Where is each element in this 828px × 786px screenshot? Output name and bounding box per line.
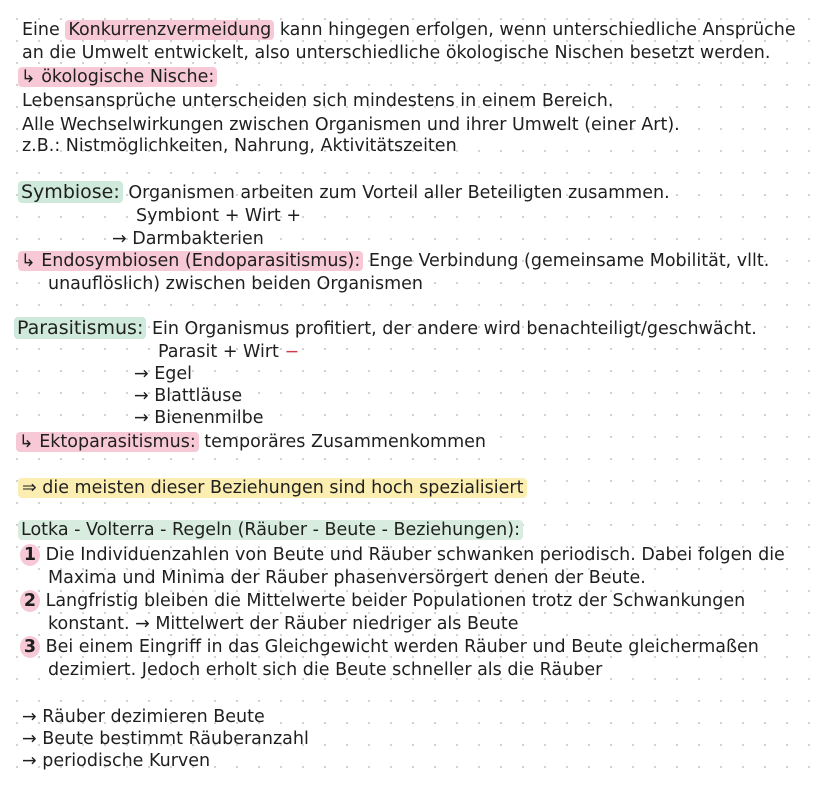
rule-number: 1 [20,544,40,566]
rule-number: 3 [20,636,40,658]
rule-text: Langfristig bleiben die Mittelwerte beider Populationen trotz der Schwankungen [45,591,746,611]
highlight-term: ↳ Ektoparasitismus: [16,432,199,452]
rule-number: 2 [20,590,40,612]
text-fragment: Enge Verbindung (gemeinsame Mobilität, vllt. [368,251,770,271]
rule-text: dezimiert. Jedoch erholt sich die Beute schneller als die Räuber [48,660,603,680]
highlight-conclusion: ⇒ die meisten dieser Beziehungen sind hoch spezialisiert [18,478,527,498]
rule-2 [20,590,745,612]
text-fragment: Eine [22,20,60,40]
example: → Egel [134,364,193,384]
lotka-heading [18,519,523,541]
highlight-heading: Lotka - Volterra - Regeln (Räuber - Beute - Beziehungen): [18,520,523,540]
text-line [16,431,486,453]
roles: Symbiont + Wirt + [136,206,301,226]
highlight-term: Konkurrenzvermeidung [65,20,274,40]
rule-text: Maxima und Minima der Räuber phasenversörgert denen der Beute. [48,568,646,588]
summary-item: → Räuber dezimieren Beute [22,707,265,727]
highlight-term: ↳ ökologische Nische: [18,67,217,87]
definition: Ein Organismus profitiert, der andere wird benachteiligt/geschwächt. [151,319,757,339]
niche-heading [18,66,217,88]
definition: Organismen arbeiten zum Vorteil aller Beteiligten zusammen. [128,183,670,203]
text-line: an die Umwelt entwickelt, also unterschiedliche ökologische Nischen besetzt werden. [22,43,771,63]
conclusion [18,477,527,499]
text-line [18,181,670,204]
text-line [18,250,769,272]
text-fragment: temporäres Zusammenkommen [204,432,487,452]
highlight-term: ↳ Endosymbiosen (Endoparasitismus): [18,251,363,271]
summary-item: → Beute bestimmt Räuberanzahl [22,729,309,749]
text-fragment: kann hingegen erfolgen, wenn unterschiedliche Ansprüche [279,20,796,40]
example: → Bienenmilbe [134,408,264,428]
text-line: z.B.: Nistmöglichkeiten, Nahrung, Aktivitätszeiten [22,136,457,156]
rule-3 [20,636,759,658]
rule-text: konstant. → Mittelwert der Räuber niedriger als Beute [48,614,519,634]
term-symbiose: Symbiose: [18,181,123,203]
example: → Darmbakterien [112,229,264,249]
example: → Blattläuse [134,386,243,406]
rule-text: Die Individuenzahlen von Beute und Räuber schwanken periodisch. Dabei folgen die [45,545,785,565]
text-line [22,19,796,41]
text-line: Lebensansprüche unterscheiden sich mindestens in einem Bereich. [22,91,614,111]
text-line: unauflöslich) zwischen beiden Organismen [48,274,424,294]
minus-sign: − [284,342,300,362]
rule-text: Bei einem Eingriff in das Gleichgewicht werden Räuber und Beute gleichermaßen [45,637,759,657]
text-line [14,317,757,340]
term-parasitismus: Parasitismus: [14,317,146,339]
summary-item: → periodische Kurven [22,751,211,771]
roles [158,341,299,363]
rule-1 [20,544,785,566]
text-fragment: Parasit + Wirt [158,342,279,362]
text-line: Alle Wechselwirkungen zwischen Organismen und ihrer Umwelt (einer Art). [22,115,680,135]
